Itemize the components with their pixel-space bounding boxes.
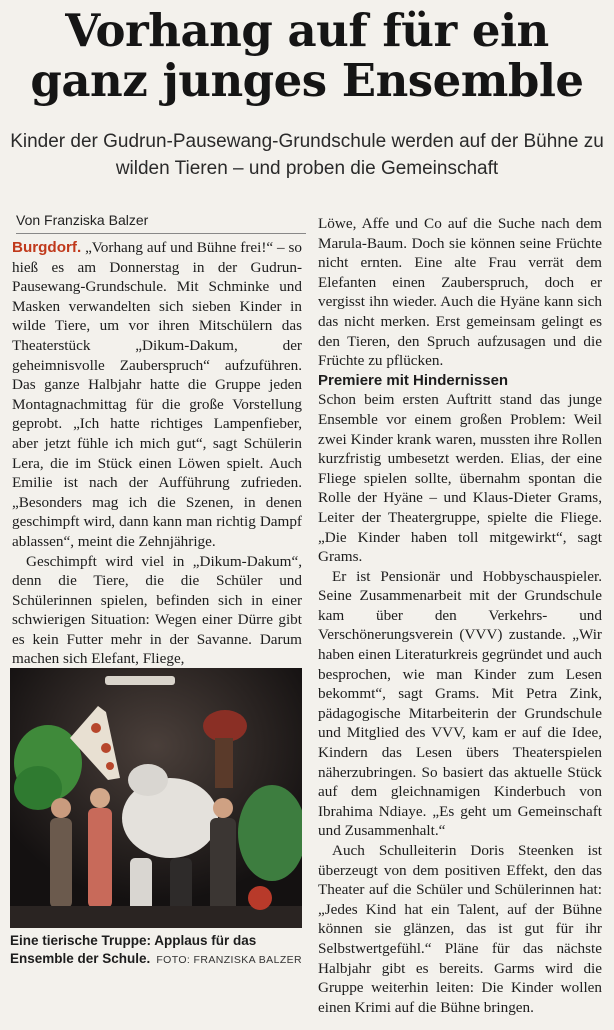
photo-caption (10, 932, 306, 969)
headline: Vorhang auf für ein ganz junges Ensemble (30, 4, 584, 107)
paragraph: Auch Schulleiterin Doris Steenken ist überzeugt von dem positiven Effekt, den das Theater auf die Schüler und Schülerinnen hat: „Jedes Kind hat ein Talent, auf der Bühne können sie glänzen, das ist gut für ihr Selbstwertgefühl.“ Pläne für das nächste Halbjahr gibt es bereits. Garms wird die Gruppe weiterhin leiten: Die Kinder wollen einen Krimi auf die Bühne bringen. (318, 842, 602, 1016)
photo-credit: FOTO: FRANZISKA BALZER (156, 954, 303, 966)
article-column-right (318, 214, 602, 1017)
paragraph: Geschimpft wird viel in „Dikum-Dakum“, denn die Tiere, die die Schüler und Schülerinnen spielen, befinden sich in einer schwierigen Situation: Wegen einer Dürre gibt es kein Futter mehr in der Savanne. Darum machen sich Elefant, Fliege, (12, 552, 302, 668)
child-actor (210, 818, 236, 913)
paragraph: Löwe, Affe und Co auf die Suche nach dem Marula-Baum. Doch sie können seine Früchte nicht ernten. Eine alte Frau verrät dem Elefanten einen Zauberspruch, doch er vergisst ihn wieder. Auch die Hyäne kann sich das nicht merken. Erst gemeinsam gelingt es den Tieren, den Spruch aufzusagen und die Früchte zu pflücken. (318, 215, 602, 370)
stage-scene-illustration (10, 668, 302, 928)
stage-light (105, 676, 175, 685)
animal-mask (203, 710, 247, 742)
section-subhead: Premiere mit Hindernissen (318, 371, 509, 389)
child-actor (50, 818, 72, 908)
paragraph (12, 238, 302, 552)
subheadline: Kinder der Gudrun-Pausewang-Grundschule werden auf der Bühne zu wilden Tieren – und proben die Gemeinschaft (10, 131, 604, 179)
article-photo (10, 668, 302, 928)
byline: Von Franziska Balzer (16, 212, 306, 234)
dateline: Burgdorf. (12, 239, 82, 256)
paragraph-text: „Vorhang auf und Bühne frei!“ – so hieß es am Donnerstag in der Gudrun-Pausewang-Grundschule. Mit Schminke und Masken verwandelten sich sieben Kinder in wilde Tiere, um vor ihren Mitschülern das Theaterstück „Dikum-Dakum, der geheimnisvolle Zauberspruch“ aufzuführen. Das ganze Halbjahr hatte die Gruppe jeden Montagnachmittag für die große Vorstellung geprobt. „Ich hatte richtiges Lampenfieber, aber jetzt fühle ich mich gut“, sagt Schülerin Lera, die im Stück einen Löwen spielt. Auch Emilie ist nach der Aufführung zufrieden. „Besonders mag ich die Szenen, in denen geschimpft wird, dann kann man richtig Dampf ablassen“, meint die Zehnjährige. (12, 239, 302, 550)
paragraph: Schon beim ersten Auftritt stand das junge Ensemble vor einem großen Problem: Weil zwei Kinder krank waren, mussten ihre Rollen kurzfristig umbesetzt werden. Elias, der eine Fliege spielen sollte, übernahm spontan die Rolle der Hyäne – und Klaus-Dieter Grams, Leiter der Theatergruppe, spielte die Fliege. „Die Kinder haben toll mitgewirkt“, sagt Grams. (318, 391, 602, 566)
caption-text: Eine tierische Truppe: Applaus für das Ensemble der Schule. (10, 933, 257, 966)
article-column-left (12, 238, 302, 669)
paragraph: Er ist Pensionär und Hobbyschauspieler. Seine Zusammenarbeit mit der Grundschule kam über den Verkehrs- und Verschönerungsverein (VVV) zustande. „Wir haben einen Literaturkreis gegründet und auch besprochen, wie man Kinder zum Lesen bekommt“, sagt Grams. Mit Petra Zink, pädagogische Mitarbeiterin der Grundschule und Mitglied des VVV, kam er auf die Idee, Kindern das Lesen übers Theaterspielen näherzubringen. So basiert das aktuelle Stück auf dem gleichnamigen Kinderbuch von Ibrahima Ndiaye. „Es geht um Gemeinschaft und Zusammenhalt.“ (318, 567, 602, 840)
child-actor (88, 808, 112, 908)
